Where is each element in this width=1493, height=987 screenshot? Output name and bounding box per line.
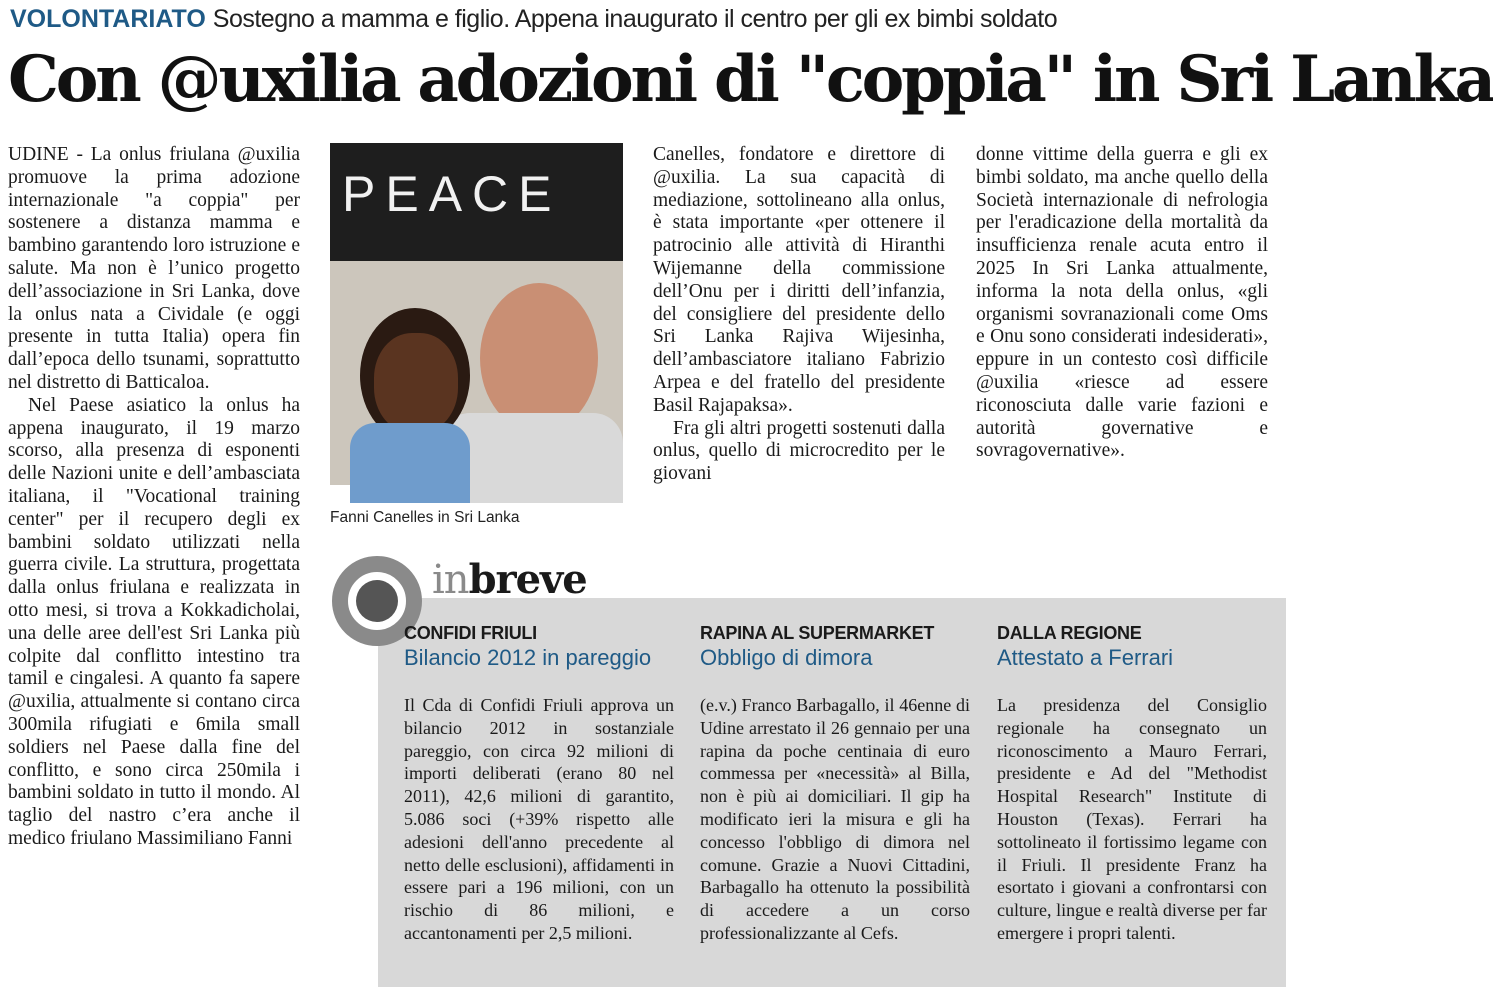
brief-body: (e.v.) Franco Barbagallo, il 46enne di Udine arrestato il 26 gennaio per una rapina da poche centinaia di euro commessa per «necessità» al Billa, non è più ai domiciliari. Il gip ha modificato ieri la misura e gli ha concesso l'obbligo di dimora nel comune. Grazie a Nuovi Cittadini, Barbagallo ha ottenuto la possibilità di accedere a un corso professionalizzante al Cefs. — [700, 695, 970, 943]
photo-child-face — [374, 333, 458, 433]
brief-subtitle: Attestato a Ferrari — [997, 645, 1174, 670]
article-photo — [330, 143, 623, 485]
photo-man — [480, 283, 598, 433]
article-paragraph: donne vittime della guerra e gli ex bimbi soldato, ma anche quello della Società internazionale di nefrologia per l'eradicazione della mortalità da insufficienza renale acuta entro il 2025 In Sri Lanka attualmente, informa la nota della onlus, «gli organismi sovranazionali come Oms e Onu sono considerati indesiderati», eppure in un contesto così difficile @uxilia «riesce ad essere riconosciuta dalle varie fazioni e autorità governative e sovragovernative». — [976, 144, 1268, 462]
kicker — [10, 2, 1280, 36]
brief-subtitle: Obbligo di dimora — [700, 645, 873, 670]
photo-child-shirt — [350, 423, 470, 503]
article-paragraph: Fra gli altri progetti sostenuti dalla onlus, quello di microcredito per le giovani — [653, 417, 945, 485]
brief-item-confidi — [404, 622, 674, 945]
brief-title: CONFIDI FRIULI — [404, 623, 537, 643]
article-paragraph: Canelles, fondatore e direttore di @uxilia. La sua capacità di mediazione, sottolineano alla onlus, è stata importante «per ottenere il patrocinio alle attività di Hiranthi Wijemanne della commissione dell’Onu per i diritti dell’infanzia, del consigliere del presidente dello Sri Lanka Rajiva Wijesinha, dell’ambasciatore italiano Fabrizio Arpea e del fratello del presidente Basil Rajapaksa». — [653, 144, 945, 416]
kicker-subtitle: Sostegno a mamma e figlio. Appena inaugurato il centro per gli ex bimbi soldato — [212, 5, 1058, 33]
inbreve-in: in — [432, 557, 469, 603]
brief-title: RAPINA AL SUPERMARKET — [700, 623, 935, 643]
brief-item-rapina — [700, 622, 970, 945]
photo-caption: Fanni Canelles in Sri Lanka — [330, 509, 520, 526]
brief-subtitle: Bilancio 2012 in pareggio — [404, 645, 652, 670]
peace-sign-text: PEACE — [342, 166, 562, 222]
brief-title: DALLA REGIONE — [997, 623, 1142, 643]
article-column-4 — [976, 144, 1268, 463]
article-column-1 — [8, 144, 300, 851]
article-column-3 — [653, 144, 945, 486]
inbreve-logo-text — [432, 556, 587, 604]
article-paragraph: Nel Paese asiatico la onlus ha appena inaugurato, il 19 marzo scorso, alla presenza di esponenti delle Nazioni unite e dell’ambasciata italiana, il "Vocational training center" per il recupero degli ex bambini soldato utilizzati nella guerra civile. La struttura, progettata dalla onlus friulana e realizzata in otto mesi, si trova a Kokkadicholai, una delle aree dell'est Sri Lanka più colpite dal conflitto intestino tra tamil e cingalesi. A quanto fa sapere @uxilia, attualmente si contano circa 300mila rifugiati e 6mila small soldiers nel Paese dalla fine del conflitto, e sono circa 250mila i bambini soldato in tutto il mondo. Al taglio del nastro c’era anche il medico friulano Massimiliano Fanni — [8, 394, 300, 849]
inbreve-logo-dot — [356, 580, 398, 622]
brief-body: La presidenza del Consiglio regionale ha consegnato un riconoscimento a Mauro Ferrari, presidente e Ad del "Methodist Hospital Research" Institute di Houston (Texas). Ferrari ha sottolineato il fortissimo legame con il Friuli. Il presidente Franz ha esortato i giovani a confrontarsi con culture, lingue e realtà diverse per far emergere i propri talenti. — [997, 695, 1267, 943]
section-tag: VOLONTARIATO — [10, 5, 206, 33]
brief-item-regione — [997, 622, 1267, 945]
brief-body: Il Cda di Confidi Friuli approva un bilancio 2012 in sostanziale pareggio, con circa 92 milioni di importi deliberati (erano 80 nel 2011), 42,6 milioni di garantito, 5.086 soci (+39% rispetto alle adesioni dell'anno precedente al netto delle esclusioni), affidamenti in essere pari a 196 milioni, con un rischio di 86 milioni, e accantonamenti per 2,5 milioni. — [404, 695, 674, 943]
headline: Con @uxilia adozioni di "coppia" in Sri Lanka — [8, 42, 1493, 117]
inbreve-breve: breve — [468, 556, 587, 603]
article-paragraph: UDINE - La onlus friulana @uxilia promuove la prima adozione internazionale "a coppia" per sostenere a distanza mamma e bambino garantendo loro istruzione e salute. Ma non è l’unico progetto dell’associazione in Sri Lanka, dove la onlus nata a Cividale (e oggi presente in tutta Italia) opera fin dall’epoca dello tsunami, soprattutto nel distretto di Batticaloa. — [8, 144, 300, 393]
